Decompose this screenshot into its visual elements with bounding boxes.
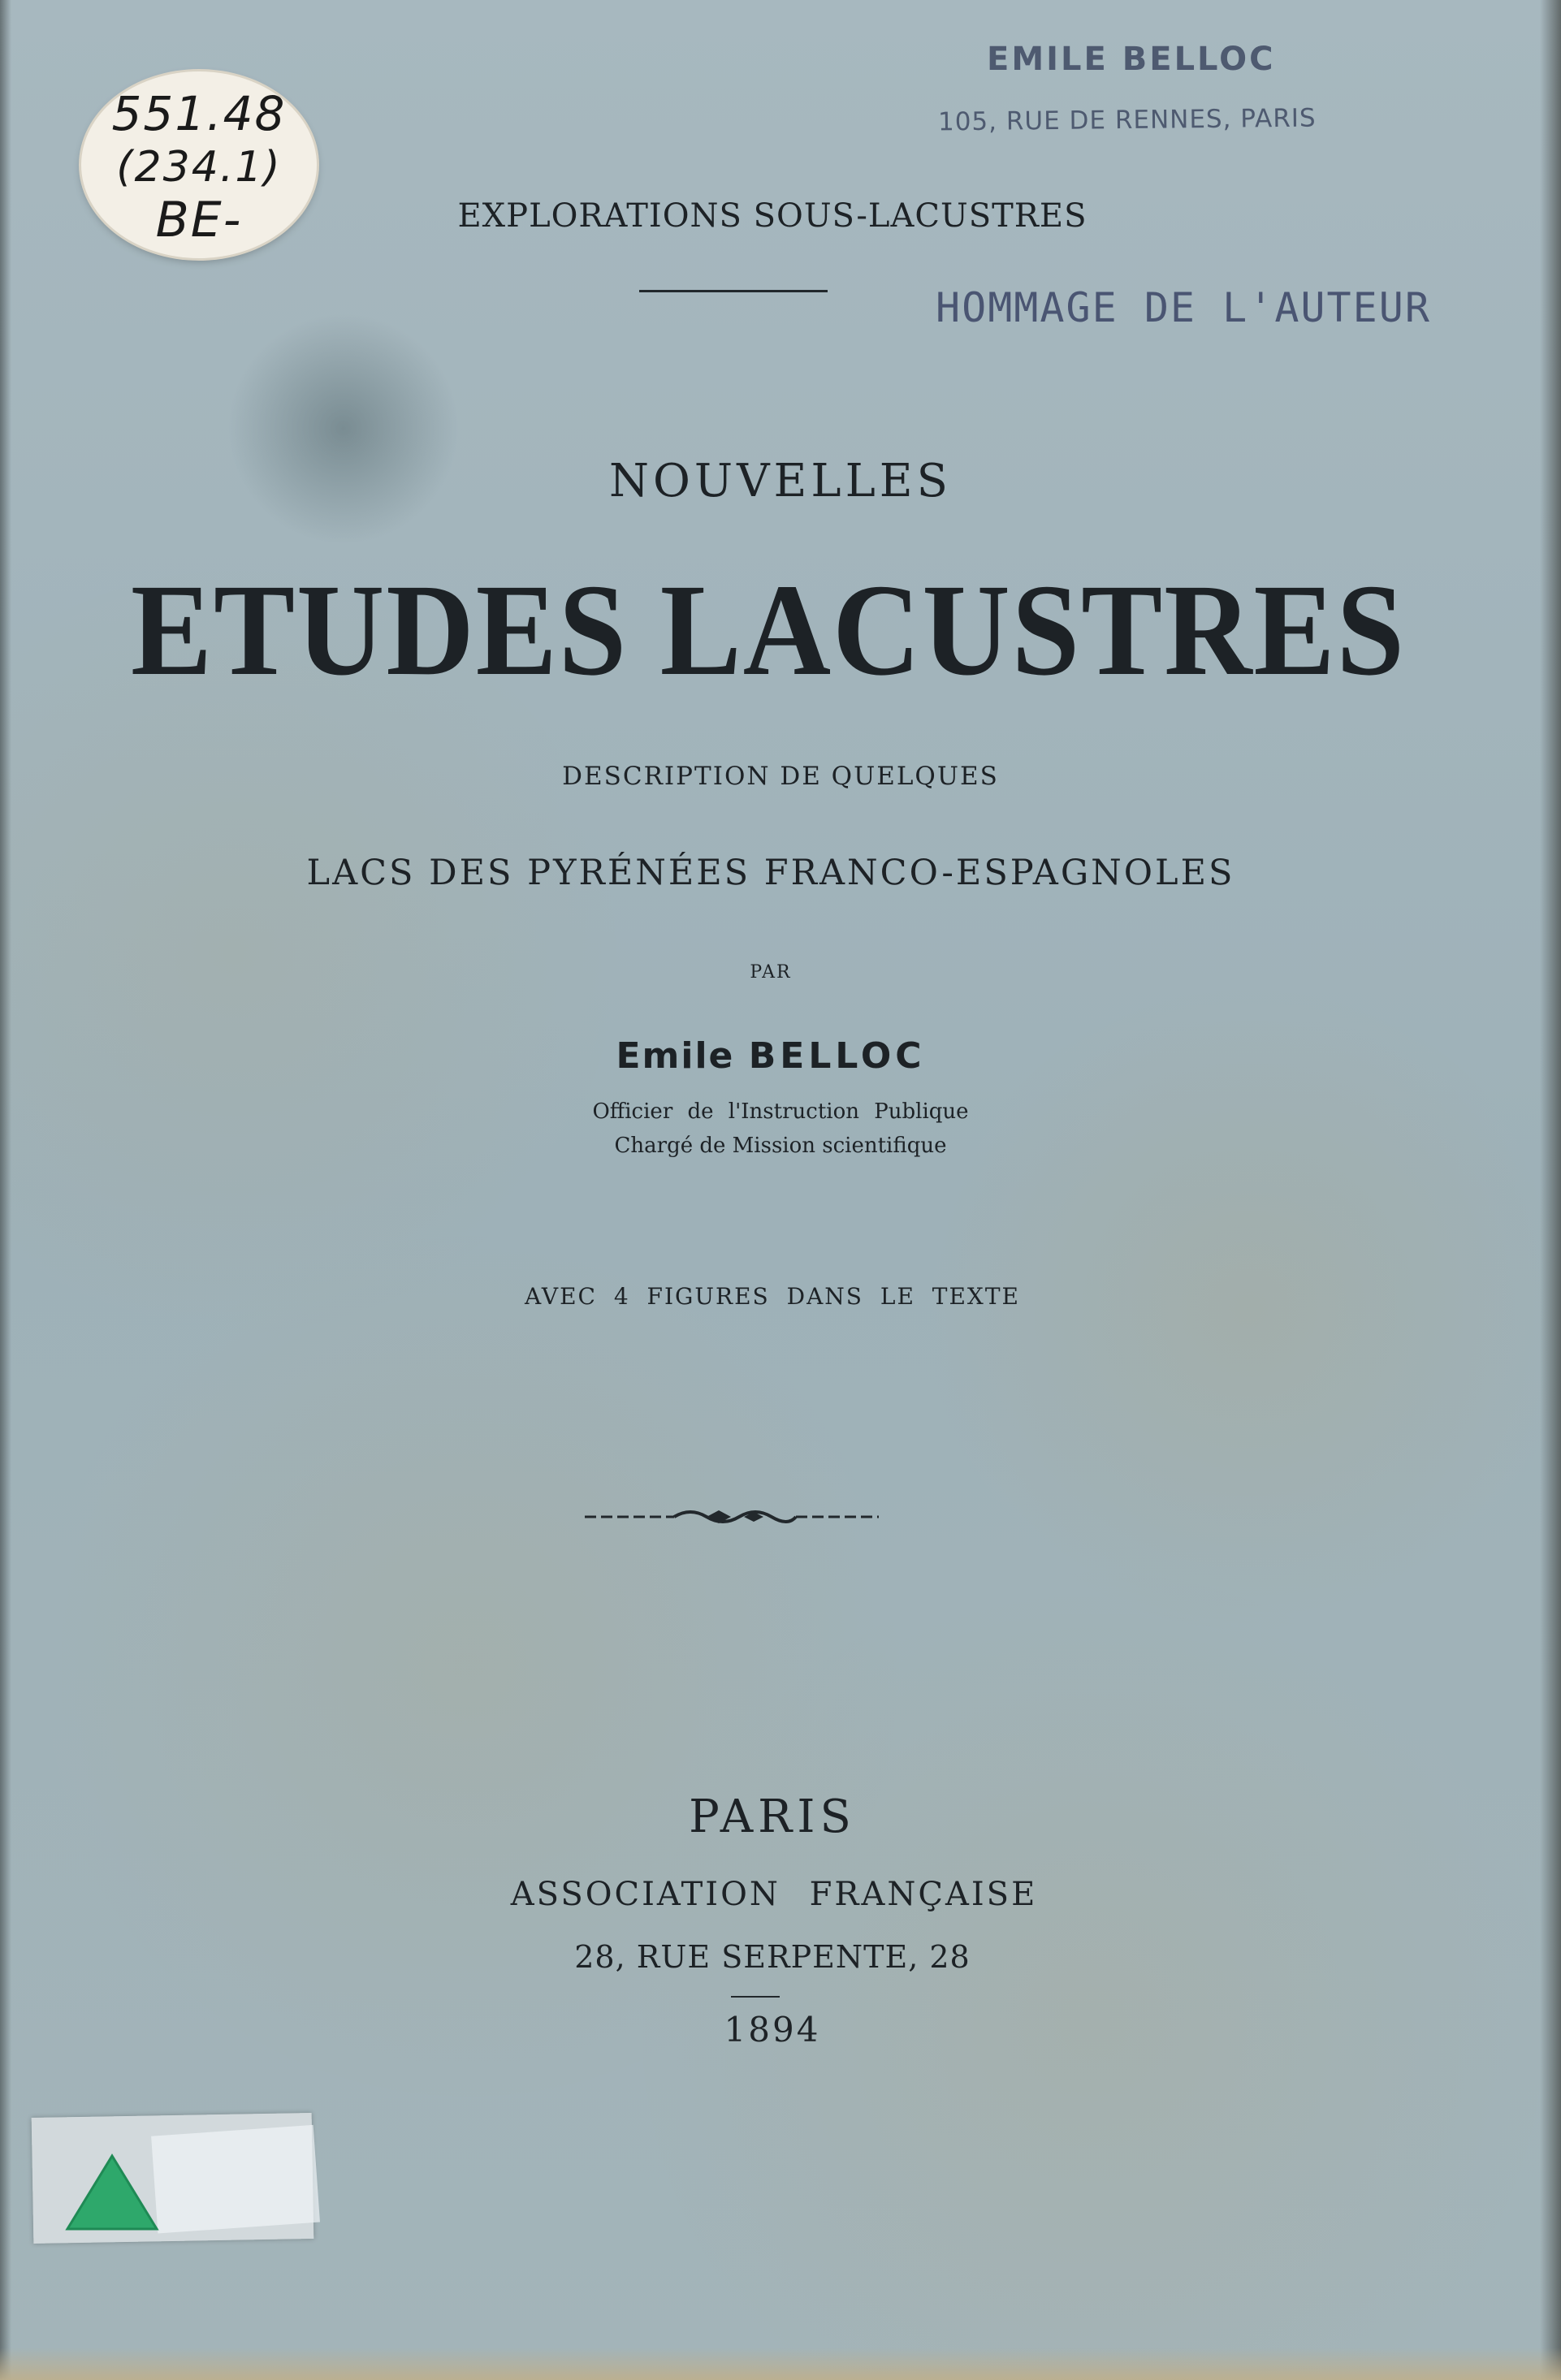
year-divider-rule: [731, 1996, 780, 1998]
author-title-line-1: Officier de l'Instruction Publique: [592, 1099, 969, 1124]
publication-year: 1894: [724, 2010, 821, 2050]
author-last-name: BELLOC: [748, 1035, 926, 1077]
author-title-line-2: Chargé de Mission scientifique: [614, 1134, 947, 1158]
title-divider-rule: [639, 290, 828, 292]
title-top-line: NOUVELLES: [608, 455, 953, 508]
call-number-line-2: (234.1): [116, 143, 282, 192]
publication-city: PARIS: [689, 1790, 856, 1843]
publisher: ASSOCIATION FRANÇAISE: [510, 1876, 1038, 1913]
figures-note: AVEC 4 FIGURES DANS LE TEXTE: [525, 1283, 1020, 1310]
green-triangle-icon: [63, 2152, 161, 2233]
by-label: PAR: [750, 962, 792, 983]
publisher-address: 28, RUE SERPENTE, 28: [574, 1939, 971, 1975]
owner-address-stamp: 105, RUE DE RENNES, PARIS: [937, 103, 1317, 137]
cover-bottom-edge: [0, 2348, 1561, 2380]
author-name: [0, 1035, 1551, 1077]
call-number-line-3: BE-: [155, 192, 243, 248]
subtitle-line-2: LACS DES PYRÉNÉES FRANCO-ESPAGNOLES: [306, 853, 1235, 893]
owner-stamp: EMILE BELLOC: [987, 41, 1276, 78]
hommage-stamp: HOMMAGE DE L'AUTEUR: [936, 284, 1431, 331]
call-number-line-1: 551.48: [111, 86, 287, 141]
ornament-divider-icon: [585, 1501, 879, 1533]
author-first-name: Emile: [616, 1035, 735, 1077]
series-title: EXPLORATIONS SOUS-LACUSTRES: [457, 197, 1088, 235]
library-tag-tape: [151, 2125, 320, 2234]
main-title: ETUDES LACUSTRES: [130, 557, 1406, 703]
subtitle-line-1: DESCRIPTION DE QUELQUES: [562, 762, 999, 791]
